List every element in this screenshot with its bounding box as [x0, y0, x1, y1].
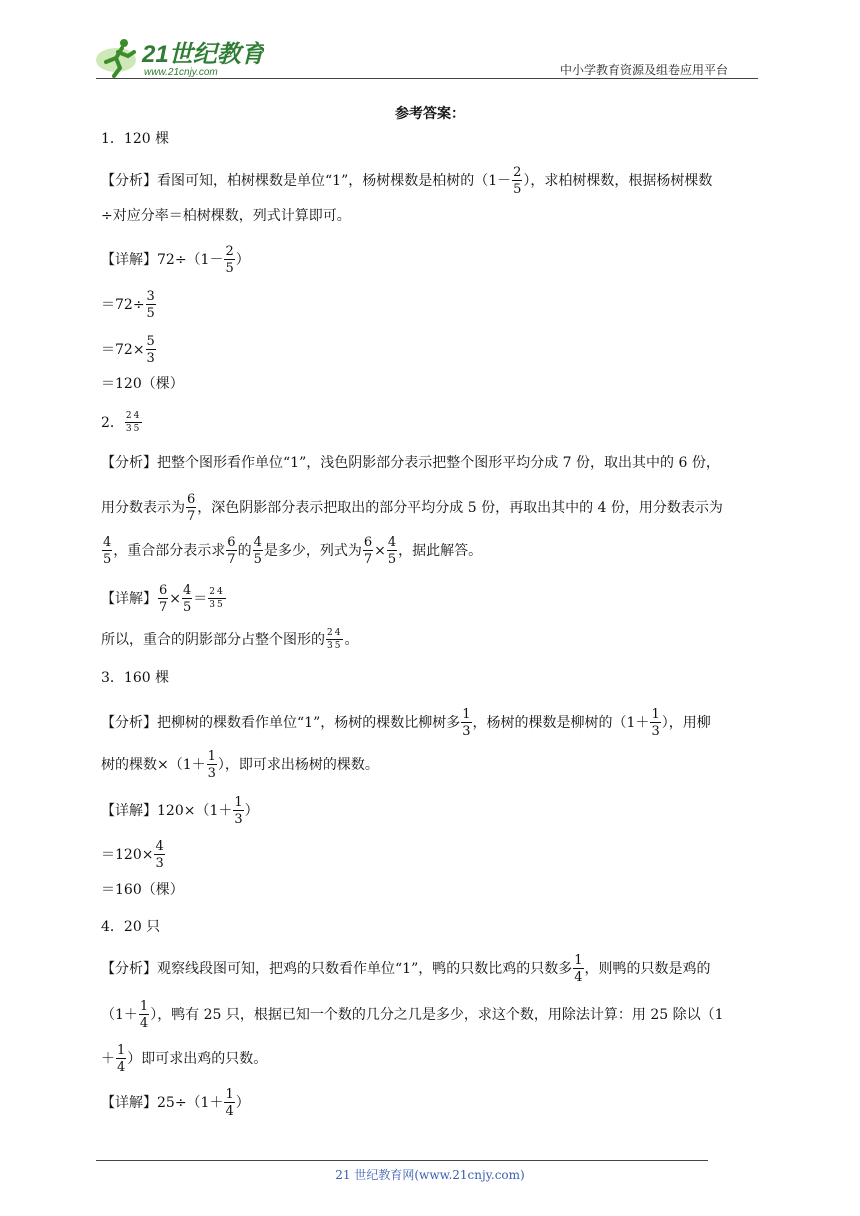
- q3-analysis-line2: 树的棵数×（1＋ $\frac{1}{3}$ ），即可求出杨树的棵数。: [101, 749, 379, 781]
- fraction-1-3: $\frac{1}{3}$: [207, 749, 216, 781]
- q1-detail-line2: ＝72÷ $\frac{3}{5}$: [101, 289, 155, 321]
- q1-analysis-text-a: 【分析】看图可知，柏树棵数是单位“1”，杨树棵数是柏树的（1－: [101, 173, 512, 189]
- fraction-1-4: $\frac{1}{4}$: [225, 1087, 234, 1119]
- fraction-4-5: $\frac{4}{5}$: [387, 535, 397, 567]
- q3-heading: 3．160 棵: [101, 670, 170, 686]
- fraction-4-5: $\frac{4}{5}$: [183, 583, 192, 615]
- q3-analysis-line1: 【分析】把柳树的棵数看作单位“1”，杨树的棵数比柳树多 $\frac{1}{3}$ ，杨树的棵数是柳树的（1＋ $\frac{1}{3}$ ），用柳: [101, 707, 711, 739]
- q2-conclusion: 所以，重合的阴影部分占整个图形的 $\frac{24}{35}$ 。: [101, 628, 359, 651]
- q1-analysis-line1: [101, 166, 712, 196]
- fraction-1-3: $\frac{1}{3}$: [462, 707, 471, 739]
- fraction-1-3: $\frac{1}{3}$: [234, 795, 243, 827]
- q4-analysis-line3: ＋ $\frac{1}{4}$ ）即可求出鸡的只数。: [101, 1043, 268, 1075]
- site-logo: [94, 34, 264, 80]
- fraction-2-5: $\frac{2}{5}$: [225, 244, 234, 276]
- q3-detail-line3: ＝160（棵）: [101, 882, 184, 898]
- footer-divider: [96, 1160, 708, 1161]
- fraction-5-3: $\frac{5}{3}$: [146, 334, 155, 366]
- q1-analysis-line2: ÷对应分率＝柏树棵数，列式计算即可。: [101, 208, 351, 224]
- q4-analysis-line1: 【分析】观察线段图可知，把鸡的只数看作单位“1”，鸭的只数比鸡的只数多 $\frac{1}{4}$ ，则鸭的只数是鸡的: [101, 953, 711, 985]
- q2-heading: 2． $\frac{24}{35}$: [101, 411, 142, 434]
- fraction-6-7: $\frac{6}{7}$: [159, 583, 168, 615]
- fraction-24-35: $\frac{24}{35}$: [327, 628, 343, 651]
- q1-analysis-text-b: ），求柏树棵数，根据杨树棵数: [523, 173, 713, 189]
- q4-analysis-line2: （1＋ $\frac{1}{4}$ ），鸭有 25 只，根据已知一个数的几分之几是多少，求这个数，用除法计算：用 25 除以（1: [101, 999, 724, 1031]
- q2-analysis-line1: 【分析】把整个图形看作单位“1”，浅色阴影部分表示把整个图形平均分成 7 份，取出其中的 6 份，: [101, 455, 720, 471]
- fraction-4-3: $\frac{4}{3}$: [155, 839, 164, 871]
- q2-analysis-line3: $\frac{4}{5}$ ，重合部分表示求 $\frac{6}{7}$ 的 $\frac{4}{5}$ 是多少，列式为 $\frac{6}{7}$ × $\frac{4}{5}$ ，据此解答。: [103, 535, 483, 567]
- q2-detail-line: 【详解】 $\frac{6}{7}$ × $\frac{4}{5}$ ＝ $\frac{24}{35}$: [101, 583, 225, 615]
- page-title: 参考答案：: [395, 106, 465, 122]
- fraction-1-4: $\frac{1}{4}$: [117, 1043, 126, 1075]
- q1-heading: 1．120 棵: [101, 131, 170, 147]
- q1-detail-line4: ＝120（棵）: [101, 376, 184, 392]
- fraction-1-4: $\frac{1}{4}$: [139, 999, 149, 1031]
- logo-text: 21世纪教育: [142, 41, 264, 68]
- fraction-24-35: $\frac{24}{35}$: [125, 411, 142, 434]
- q2-analysis-line2: 用分数表示为 $\frac{6}{7}$ ，深色阴影部分表示把取出的部分平均分成 5 份，再取出其中的 4 份，用分数表示为: [101, 492, 723, 524]
- q1-detail-line1: 【详解】72÷（1－ $\frac{2}{5}$ ）: [101, 244, 250, 276]
- fraction-4-5: $\frac{4}{5}$: [103, 535, 112, 567]
- q4-detail-line1: 【详解】25÷（1＋ $\frac{1}{4}$ ）: [101, 1087, 250, 1119]
- logo-url: www.21cnjy.com: [144, 67, 218, 78]
- fraction-3-5: $\frac{3}{5}$: [146, 289, 155, 321]
- fraction-24-35: $\frac{24}{35}$: [209, 587, 225, 610]
- fraction-2-5: $\frac{2}{5}$: [513, 165, 522, 197]
- header-divider: [96, 78, 758, 79]
- fraction-6-7: $\frac{6}{7}$: [227, 535, 236, 567]
- q3-detail-line2: ＝120× $\frac{4}{3}$: [101, 839, 164, 871]
- footer-text: 21 世纪教育网(www.21cnjy.com): [335, 1168, 525, 1182]
- q3-detail-line1: 【详解】120×（1＋ $\frac{1}{3}$ ）: [101, 795, 259, 827]
- fraction-6-7: $\frac{6}{7}$: [363, 535, 373, 567]
- fraction-1-4: $\frac{1}{4}$: [574, 953, 583, 985]
- fraction-4-5: $\frac{4}{5}$: [253, 535, 262, 567]
- fraction-1-3: $\frac{1}{3}$: [651, 707, 660, 739]
- q1-detail-line3: ＝72× $\frac{5}{3}$: [101, 334, 155, 366]
- platform-name: 中小学教育资源及组卷应用平台: [560, 63, 729, 77]
- runner-logo-icon: [94, 34, 264, 80]
- q4-heading: 4．20 只: [101, 919, 161, 935]
- fraction-6-7: $\frac{6}{7}$: [187, 492, 196, 524]
